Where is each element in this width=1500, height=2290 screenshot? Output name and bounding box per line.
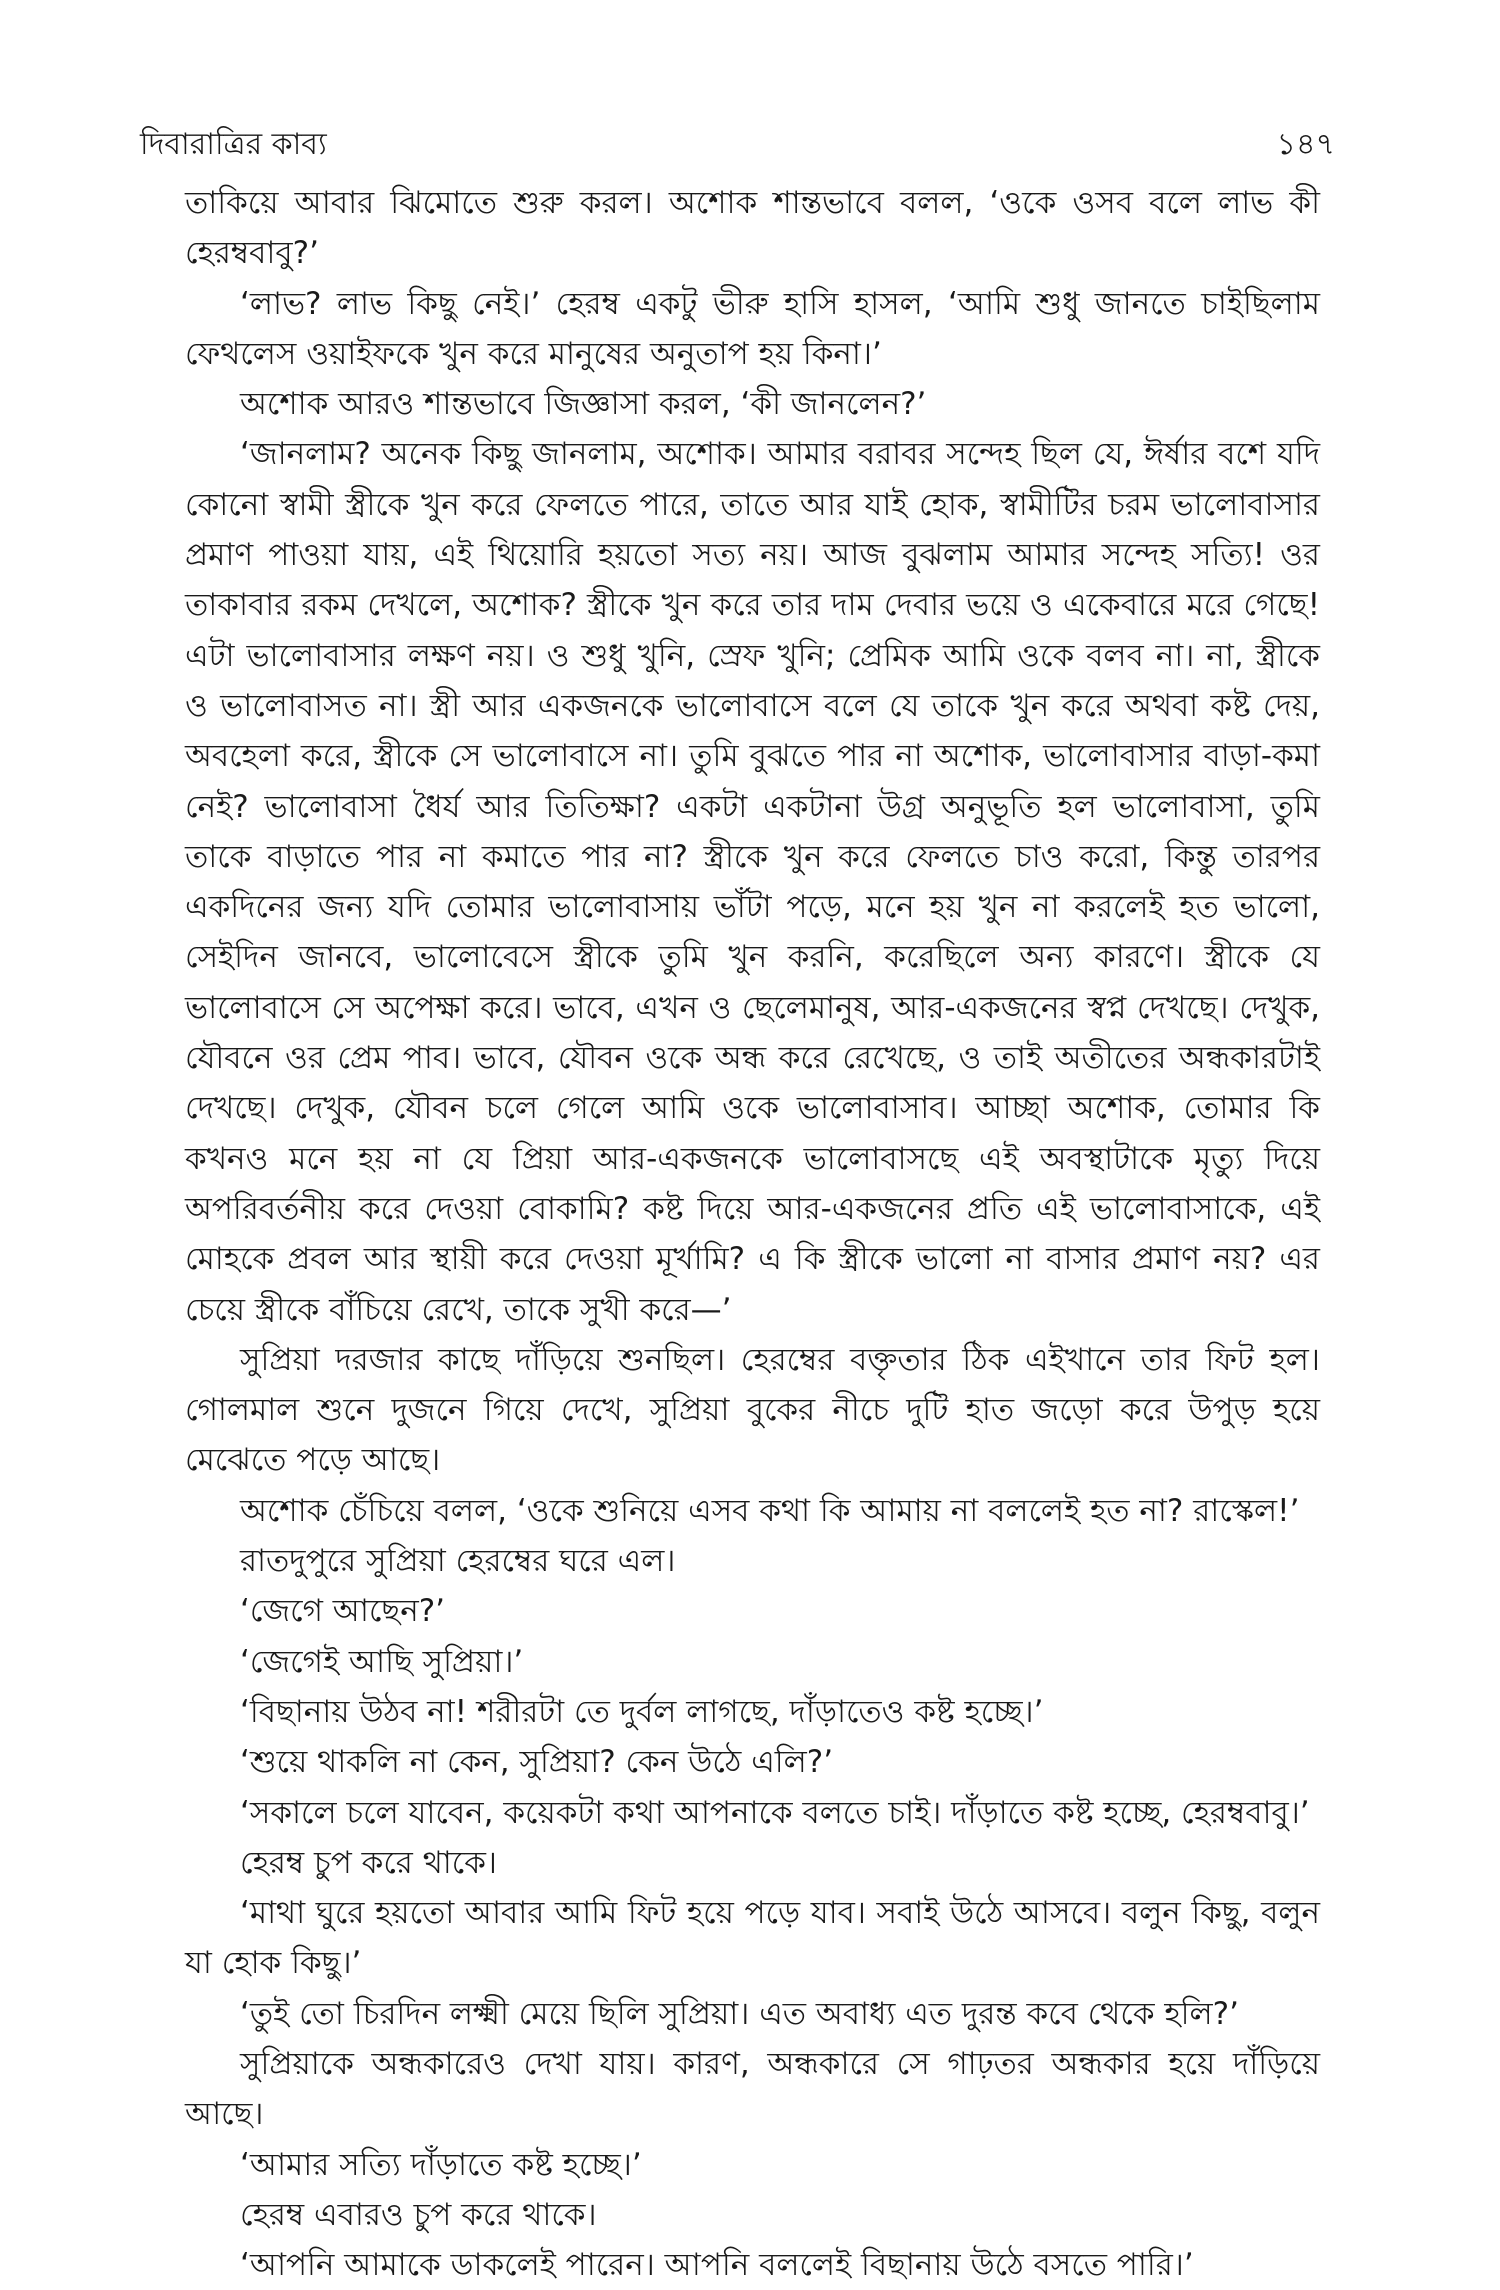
paragraph: অশোক আরও শান্তভাবে জিজ্ঞাসা করল, ‘কী জানলেন?’ (240, 386, 927, 423)
page-number: ১৪৭ (1276, 126, 1335, 162)
running-header (140, 120, 1335, 170)
paragraph: তাকিয়ে আবার ঝিমোতে শুরু করল। অশোক শান্তভাবে বলল, ‘ওকে ওসব বলে লাভ কী হেরম্ববাবু?’ (185, 185, 1320, 272)
paragraph: ‘শুয়ে থাকলি না কেন, সুপ্রিয়া? কেন উঠে এলি?’ (240, 1744, 834, 1781)
paragraph: ‘আপনি আমাকে ডাকলেই পারেন। আপনি বললেই বিছানায় উঠে বসতে পারি।’ (240, 2247, 1194, 2284)
paragraph: ‘আমার সত্যি দাঁড়াতে কষ্ট হচ্ছে।’ (240, 2146, 642, 2183)
paragraph: ‘জেগে আছেন?’ (240, 1593, 446, 1630)
paragraph: ‘লাভ? লাভ কিছু নেই।’ হেরম্ব একটু ভীরু হাসি হাসল, ‘আমি শুধু জানতে চাইছিলাম ফেথলেস ওয়াইফকে খুন করে মানুষের অনুতাপ হয় কিনা।’ (185, 285, 1320, 372)
paragraph: ‘মাথা ঘুরে হয়তো আবার আমি ফিট হয়ে পড়ে যাব। সবাই উঠে আসবে। বলুন কিছু, বলুন যা হোক কিছু।’ (185, 1895, 1320, 1982)
paragraph: ‘জানলাম? অনেক কিছু জানলাম, অশোক। আমার বরাবর সন্দেহ ছিল যে, ঈর্ষার বশে যদি কোনো স্বামী স্ত্রীকে খুন করে ফেলতে পারে, তাতে আর যাই হোক, স্বামীটির চরম ভালোবাসার প্রমাণ পাওয়া যায়, এই থিয়োরি হয়তো সত্য নয়। আজ বুঝলাম আমার সন্দেহ সত্যি! ওর তাকাবার রকম দেখলে, অশোক? স্ত্রীকে খুন করে তার দাম দেবার ভয়ে ও একেবারে মরে গেছে! এটা ভালোবাসার লক্ষণ নয়। ও শুধু খুনি, স্রেফ খুনি; প্রেমিক আমি ওকে বলব না। না, স্ত্রীকে ও ভালোবাসত না। স্ত্রী আর একজনকে ভালোবাসে বলে যে তাকে খুন করে অথবা কষ্ট দেয়, অবহেলা করে, স্ত্রীকে সে ভালোবাসে না। তুমি বুঝতে পার না অশোক, ভালোবাসার বাড়া-কমা নেই? ভালোবাসা ধৈর্য আর তিতিক্ষা? একটা একটানা উগ্র অনুভূতি হল ভালোবাসা, তুমি তাকে বাড়াতে পার না কমাতে পার না? স্ত্রীকে খুন করে ফেলতে চাও করো, কিন্তু তারপর একদিনের জন্য যদি তোমার ভালোবাসায় ভাঁটা পড়ে, মনে হয় খুন না করলেই হত ভালো, সেইদিন জানবে, ভালোবেসে স্ত্রীকে তুমি খুন করনি, করেছিলে অন্য কারণে। স্ত্রীকে যে ভালোবাসে সে অপেক্ষা করে। ভাবে, এখন ও ছেলেমানুষ, আর-একজনের স্বপ্ন দেখছে। দেখুক, যৌবনে ওর প্রেম পাব। ভাবে, যৌবন ওকে অন্ধ করে রেখেছে, ও তাই অতীতের অন্ধকারটাই দেখছে। দেখুক, যৌবন চলে গেলে আমি ওকে ভালোবাসাব। আচ্ছা অশোক, তোমার কি কখনও মনে হয় না যে প্রিয়া আর-একজনকে ভালোবাসছে এই অবস্থাটাকে মৃত্যু দিয়ে অপরিবর্তনীয় করে দেওয়া বোকামি? কষ্ট দিয়ে আর-একজনের প্রতি এই ভালোবাসাকে, এই মোহকে প্রবল আর স্থায়ী করে দেওয়া মূর্খামি? এ কি স্ত্রীকে ভালো না বাসার প্রমাণ নয়? এর চেয়ে স্ত্রীকে বাঁচিয়ে রেখে, তাকে সুখী করে—’ (185, 436, 1320, 1328)
paragraph: অশোক চেঁচিয়ে বলল, ‘ওকে শুনিয়ে এসব কথা কি আমায় না বললেই হত না? রাস্কেল!’ (240, 1492, 1300, 1529)
paragraph: হেরম্ব চুপ করে থাকে। (240, 1844, 498, 1881)
paragraph: ‘জেগেই আছি সুপ্রিয়া।’ (240, 1643, 524, 1680)
paragraph: হেরম্ব এবারও চুপ করে থাকে। (240, 2196, 597, 2233)
paragraph: ‘তুই তো চিরদিন লক্ষ্মী মেয়ে ছিলি সুপ্রিয়া। এত অবাধ্য এত দুরন্ত কবে থেকে হলি?’ (240, 1995, 1239, 2032)
paragraph: সুপ্রিয়া দরজার কাছে দাঁড়িয়ে শুনছিল। হেরম্বের বক্তৃতার ঠিক এইখানে তার ফিট হল। গোলমাল শুনে দুজনে গিয়ে দেখে, সুপ্রিয়া বুকের নীচে দুটি হাত জড়ো করে উপুড় হয়ে মেঝেতে পড়ে আছে। (185, 1341, 1320, 1479)
paragraph: সুপ্রিয়াকে অন্ধকারেও দেখা যায়। কারণ, অন্ধকারে সে গাঢ়তর অন্ধকার হয়ে দাঁড়িয়ে আছে। (185, 2045, 1320, 2133)
body-text (185, 178, 1320, 2290)
paragraph: ‘সকালে চলে যাবেন, কয়েকটা কথা আপনাকে বলতে চাই। দাঁড়াতে কষ্ট হচ্ছে, হেরম্ববাবু।’ (240, 1794, 1310, 1831)
paragraph: রাতদুপুরে সুপ্রিয়া হেরম্বের ঘরে এল। (240, 1543, 676, 1580)
paragraph: ‘বিছানায় উঠব না! শরীরটা তে দুর্বল লাগছে, দাঁড়াতেও কষ্ট হচ্ছে।’ (240, 1693, 1044, 1730)
book-title: দিবারাত্রির কাব্য (140, 126, 327, 162)
